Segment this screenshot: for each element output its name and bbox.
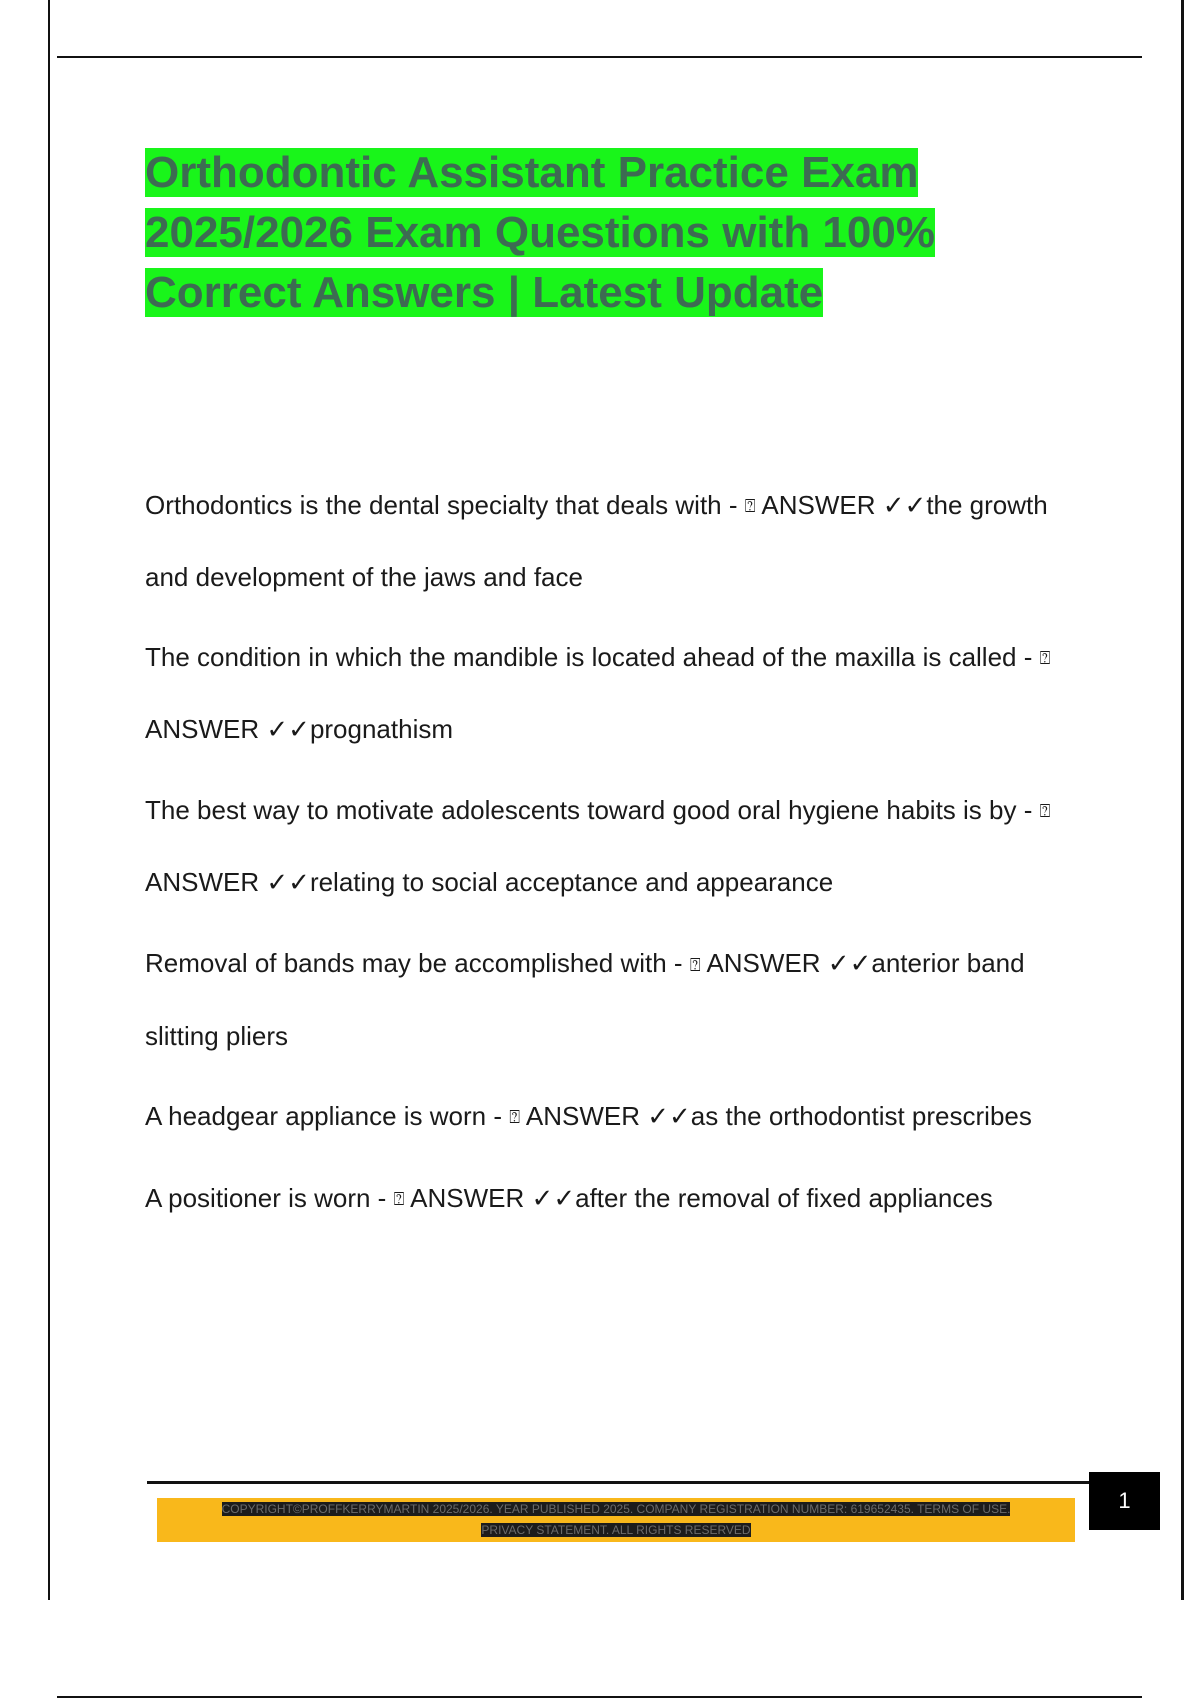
title-line-1: Orthodontic Assistant Practice Exam xyxy=(145,148,919,197)
answer-marker-icon: ⍰ xyxy=(393,1188,405,1210)
qa-item xyxy=(145,775,1095,918)
answer-label: ANSWER xyxy=(761,490,876,520)
double-check-icon: ✓✓ xyxy=(266,715,310,746)
copyright-footer xyxy=(157,1498,1075,1542)
qa-item xyxy=(145,470,1095,612)
answer-text: after the removal of fixed appliances xyxy=(575,1182,993,1213)
answer-marker-icon: ⍰ xyxy=(1039,801,1051,823)
qa-item xyxy=(145,928,1095,1070)
qa-item xyxy=(145,622,1095,765)
answer-label: ANSWER xyxy=(145,714,260,745)
answer-text: as the orthodontist prescribes xyxy=(690,1100,1032,1131)
answer-text: anterior band slitting pliers xyxy=(145,948,1025,1051)
answer-marker-icon: ⍰ xyxy=(689,954,701,976)
double-check-icon: ✓✓ xyxy=(827,949,872,980)
answer-label: ANSWER xyxy=(706,948,821,979)
answer-text: relating to social acceptance and appearance xyxy=(309,867,834,898)
page-number: 1 xyxy=(1089,1472,1160,1530)
answer-label: ANSWER xyxy=(410,1182,525,1213)
next-page-rule xyxy=(57,1696,1142,1698)
page-border-right xyxy=(1181,0,1184,1600)
double-check-icon: ✓✓ xyxy=(266,868,310,899)
question-text: The condition in which the mandible is located ahead of the maxilla is called - xyxy=(145,642,1033,673)
qa-list xyxy=(145,470,1095,1245)
title-line-3: Correct Answers | Latest Update xyxy=(145,268,824,317)
answer-marker-icon: ⍰ xyxy=(744,496,756,518)
title-line-2: 2025/2026 Exam Questions with 100% xyxy=(145,208,935,257)
question-text: A headgear appliance is worn - xyxy=(145,1100,503,1131)
copyright-line-2: PRIVACY STATEMENT. ALL RIGHTS RESERVED xyxy=(481,1523,751,1537)
answer-marker-icon: ⍰ xyxy=(1039,648,1051,670)
question-text: Removal of bands may be accomplished with - xyxy=(145,948,683,979)
qa-item xyxy=(145,1163,1095,1235)
double-check-icon: ✓✓ xyxy=(647,1101,691,1132)
question-text: Orthodontics is the dental specialty that deals with - xyxy=(145,490,738,520)
answer-marker-icon: ⍰ xyxy=(509,1106,521,1128)
document-title xyxy=(145,143,1045,323)
answer-text: the growth and development of the jaws and face xyxy=(145,490,1048,593)
question-text: A positioner is worn - xyxy=(145,1182,387,1213)
header-rule xyxy=(57,56,1142,58)
question-text: The best way to motivate adolescents toward good oral hygiene habits is by - xyxy=(145,795,1033,826)
copyright-line-1: COPYRIGHT©PROFFKERRYMARTIN 2025/2026. YEAR PUBLISHED 2025. COMPANY REGISTRATION NUMBER: 619652435. TERMS OF USE. xyxy=(221,1502,1011,1516)
answer-text: prognathism xyxy=(309,714,454,745)
page-border-left xyxy=(48,0,50,1600)
answer-label: ANSWER xyxy=(145,867,260,898)
footer-rule xyxy=(147,1481,1090,1484)
double-check-icon: ✓✓ xyxy=(882,491,927,521)
copyright-text xyxy=(157,1498,1075,1541)
double-check-icon: ✓✓ xyxy=(531,1183,576,1214)
qa-item xyxy=(145,1081,1095,1153)
answer-label: ANSWER xyxy=(525,1100,640,1131)
